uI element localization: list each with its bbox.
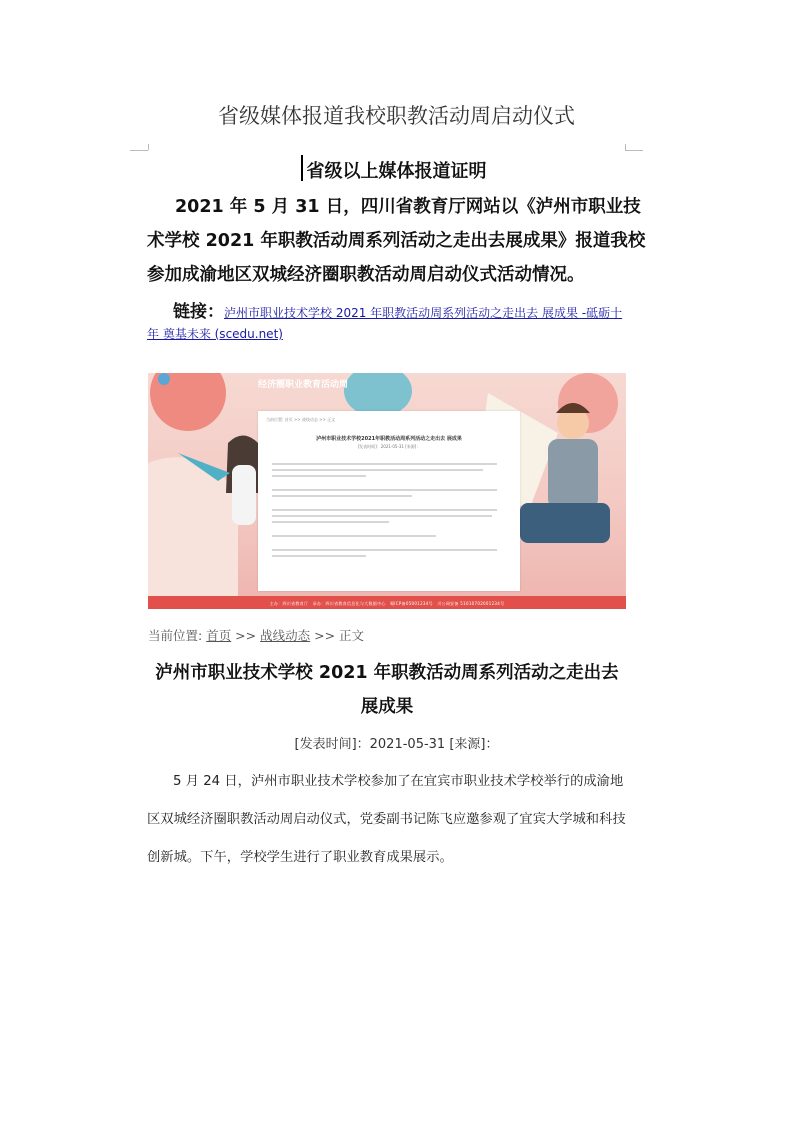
- breadcrumb: [148, 626, 364, 644]
- logo-icon: [158, 373, 170, 385]
- article-card: [258, 411, 520, 591]
- intro-paragraph: 2021 年 5 月 31 日，四川省教育厅网站以《泸州市职业技术学校 2021 年职教活动周系列活动之走出去展成果》报道我校参加成渝地区双城经济圈职教活动周启动仪式活动情况。: [147, 197, 646, 285]
- card-time: [发表时间]：2021-05-31 [来源]：: [357, 444, 421, 449]
- article-title: 泸州市职业技术学校 2021 年职教活动周系列活动之走出去 展成果: [155, 663, 619, 717]
- article-body: 5 月 24 日，泸州市职业技术学校参加了在宜宾市职业技术学校举行的成渝地区双城经济圈职教活动周启动仪式，党委副书记陈飞应邀参观了宜宾大学城和科技创新城。下午，学校学生进行了职业教育成果展示。: [147, 774, 626, 865]
- banner-title: 经济圈职业教育活动周: [258, 380, 349, 390]
- breadcrumb-sep-1: >>: [231, 628, 261, 643]
- page-title: 省级媒体报道我校职教活动周启动仪式: [218, 104, 575, 128]
- banner-footer-text: 主办：四川省教育厅 承办：四川省教育信息化与大数据中心 蜀ICP备05001234号 川公网安备 51010702001234号: [269, 601, 505, 606]
- margin-mark-right: [625, 150, 643, 151]
- section-heading: 省级以上媒体报道证明: [306, 161, 487, 182]
- student-body-icon: [548, 439, 598, 509]
- article-meta: [发表时间]：2021-05-31 [来源]：: [294, 737, 499, 752]
- decor-wave-left: [148, 457, 238, 609]
- link-line: [147, 302, 632, 345]
- student-desk-icon: [520, 503, 610, 543]
- margin-mark-right-vertical: [625, 144, 626, 150]
- breadcrumb-section[interactable]: 战线动态: [260, 628, 311, 643]
- link-label: 链接：: [173, 302, 224, 322]
- margin-mark-left: [130, 150, 148, 151]
- source-link[interactable]: 泸州市职业技术学校 2021 年职教活动周系列活动之走出去 展成果 -砥砺十年 奠基未来 (scedu.net): [147, 306, 623, 341]
- breadcrumb-current: 正文: [339, 628, 365, 643]
- webpage-screenshot: [148, 373, 626, 609]
- card-title: 泸州市职业技术学校2021年职教活动周系列活动之走出去 展成果: [316, 436, 462, 442]
- breadcrumb-home[interactable]: 首页: [206, 628, 232, 643]
- breadcrumb-prefix: 当前位置:: [148, 628, 207, 643]
- card-breadcrumb: 当前位置: 首页 >> 战线动态 >> 正文: [266, 417, 336, 422]
- margin-mark-left-vertical: [148, 144, 149, 150]
- breadcrumb-sep-2: >>: [310, 628, 340, 643]
- girl-body-icon: [232, 465, 256, 525]
- card-text-lines: [272, 463, 506, 561]
